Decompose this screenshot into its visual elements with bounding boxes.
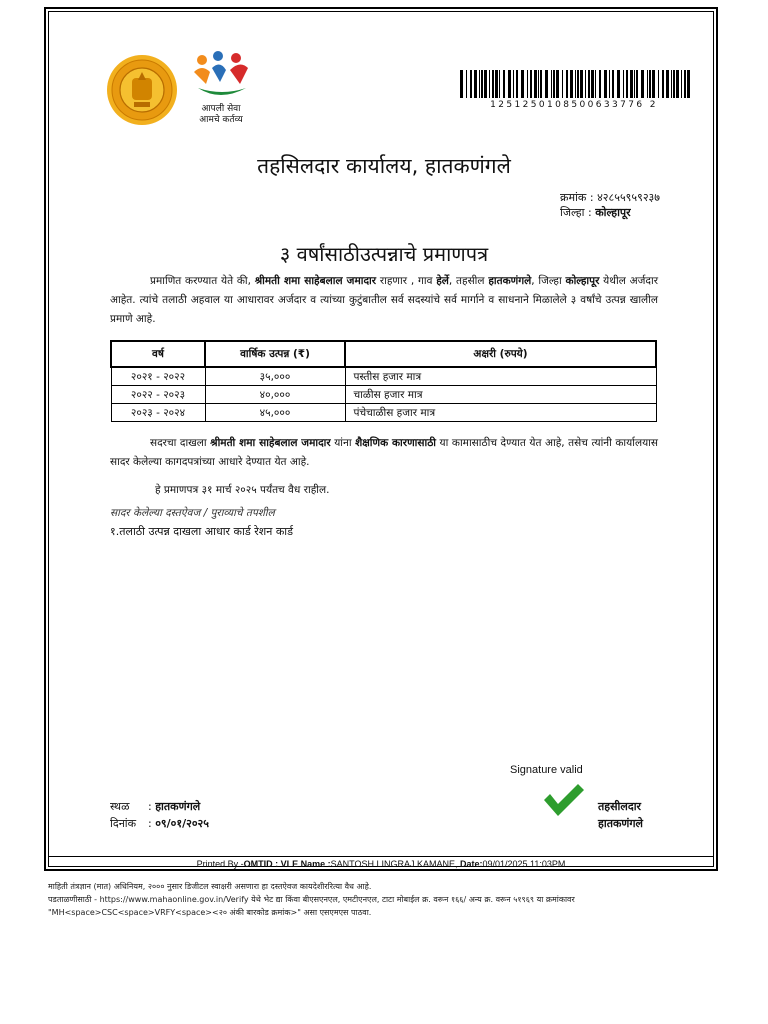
barcode-bar bbox=[673, 70, 675, 98]
date-label: दिनांक bbox=[110, 817, 137, 830]
barcode-bar bbox=[503, 70, 505, 98]
barcode-bar bbox=[636, 70, 638, 98]
place-date-block: स्थळ : हातकणंगले दिनांक : ०९/०१/२०२५ bbox=[110, 800, 209, 830]
village-name: हेर्ले bbox=[436, 275, 449, 287]
intro-text-1: प्रमाणित करण्यात येते की, bbox=[150, 275, 255, 287]
barcode-bar bbox=[540, 70, 542, 98]
barcode-bar bbox=[634, 70, 635, 98]
barcode-bar bbox=[527, 70, 528, 98]
barcode-bar bbox=[595, 70, 596, 98]
intro-text-2: राहणार , गाव bbox=[376, 275, 437, 287]
barcode-bar bbox=[562, 70, 563, 98]
applicant-name: श्रीमती शमा साहेबलाल जमादार bbox=[254, 275, 377, 287]
footer-line-3: "MH<space>CSC<space>VRFY<space><२० अंकी बारकोड क्रमांक>" असा एसएमएस पाठवा. bbox=[48, 908, 372, 917]
barcode-bar bbox=[484, 70, 487, 98]
designation: तहसीलदार bbox=[598, 800, 642, 813]
barcode-bar bbox=[681, 70, 682, 98]
table-row bbox=[111, 386, 656, 404]
income-cell: ३५,००० bbox=[205, 367, 345, 386]
barcode-bar bbox=[591, 70, 594, 98]
barcode-bar bbox=[671, 70, 672, 98]
signatory-office: हातकणंगले bbox=[598, 817, 644, 830]
words-cell: चाळीस हजार मात्र bbox=[345, 386, 656, 404]
documents-label: सादर केलेल्या दस्तऐवज / पुराव्याचे तपशील bbox=[110, 507, 275, 519]
barcode-bar bbox=[604, 70, 607, 98]
year-cell: २०२३ - २०२४ bbox=[111, 404, 205, 422]
table-row bbox=[111, 367, 656, 386]
signature-valid-text: Signature valid bbox=[510, 764, 583, 776]
barcode-bar bbox=[551, 70, 552, 98]
barcode-bar bbox=[470, 70, 472, 98]
header-income: वार्षिक उत्पन्न (₹) bbox=[205, 341, 345, 367]
certificate-title: ३ वर्षांसाठीउत्पन्नाचे प्रमाणपत्र bbox=[279, 242, 489, 266]
barcode-bar bbox=[630, 70, 633, 98]
barcode-bar bbox=[623, 70, 624, 98]
income-table bbox=[110, 340, 657, 422]
office-title: तहसिलदार कार्यालय, हातकणंगले bbox=[257, 154, 511, 178]
maharashtra-seal-icon bbox=[106, 54, 178, 126]
header-year: वर्ष bbox=[111, 341, 205, 367]
purpose-name: श्रीमती शमा साहेबलाल जमादार bbox=[210, 437, 331, 449]
barcode-bar bbox=[566, 70, 568, 98]
barcode-bar bbox=[580, 70, 583, 98]
purpose-text-3: या कामासाठीच देण्यात येत आहे, तसेच त्यांनी कार्यालयास सादर केलेल्या कागदपत्रांच्या आधारे देण्यात येत आहे. bbox=[110, 437, 658, 468]
printed-omtid: OMTID : VLE Name : bbox=[243, 859, 331, 869]
table-row bbox=[111, 404, 656, 422]
green-check-icon bbox=[540, 780, 586, 820]
purpose-text-1: सदरचा दाखला bbox=[150, 437, 211, 449]
income-cell: ४०,००० bbox=[205, 386, 345, 404]
year-cell: २०२२ - २०२३ bbox=[111, 386, 205, 404]
barcode-bar bbox=[553, 70, 555, 98]
aaple-sarkar-logo-icon bbox=[190, 48, 252, 130]
intro-text-4: , जिल्हा bbox=[531, 275, 566, 287]
footer-line-1: माहिती तंत्रज्ञान (मात) अधिनियम, २००० नुसार डिजीटल स्वाक्षरी असणारा हा दस्तऐवज कायदेशीररित्या वैध आहे. bbox=[48, 882, 372, 891]
taluka-name: हातकणंगले bbox=[488, 275, 532, 287]
income-cell: ४५,००० bbox=[205, 404, 345, 422]
reference-block bbox=[560, 190, 660, 220]
barcode-bar bbox=[609, 70, 610, 98]
barcode-bar bbox=[508, 70, 511, 98]
barcode-icon bbox=[458, 70, 690, 98]
barcode-bar bbox=[545, 70, 548, 98]
signatory-block bbox=[598, 798, 643, 832]
reg-value: ४२८५५९५९२३७ bbox=[597, 191, 660, 204]
barcode-bar bbox=[684, 70, 686, 98]
barcode-bar bbox=[489, 70, 490, 98]
barcode-bar bbox=[534, 70, 537, 98]
printed-prefix: Printed By - bbox=[196, 859, 244, 869]
purpose-reason: शैक्षणिक कारणासाठी bbox=[355, 437, 437, 449]
district-name: कोल्हापूर bbox=[565, 275, 600, 287]
barcode-bar bbox=[513, 70, 514, 98]
printed-date-label: Date: bbox=[457, 859, 483, 869]
barcode-bar bbox=[641, 70, 644, 98]
barcode-bar bbox=[556, 70, 559, 98]
tagline-2: आमचे कर्तव्य bbox=[199, 115, 243, 125]
place-label: स्थळ bbox=[110, 800, 130, 813]
barcode-bar bbox=[676, 70, 679, 98]
barcode-bar bbox=[460, 70, 463, 98]
barcode-bar bbox=[521, 70, 524, 98]
documents-list: १.तलाठी उत्पन्न दाखला आधार कार्ड रेशन कार्ड bbox=[110, 525, 293, 538]
barcode-bar bbox=[474, 70, 477, 98]
barcode-bar bbox=[516, 70, 518, 98]
validity-text: हे प्रमाणपत्र ३१ मार्च २०२५ पर्यंतच वैध राहील. bbox=[155, 484, 330, 496]
barcode-bar bbox=[687, 70, 690, 98]
barcode-bar bbox=[662, 70, 664, 98]
barcode-bar bbox=[495, 70, 498, 98]
printed-by-line bbox=[48, 856, 714, 869]
words-cell: पंचेचाळीस हजार मात्र bbox=[345, 404, 656, 422]
tagline-1: आपली सेवा bbox=[201, 104, 241, 114]
intro-text-5: येथील अर्जदार आहेत. त्यांचे तलाठी अहवाल या आधारावर अर्जदार व त्यांच्या कुटुंबातील सर्व सदस्यांचे सर्व मार्गाने व साधनाने मिळालेले ३ वर्षांचे उत्पन्न खालील प्रमाणे आहे. bbox=[110, 275, 658, 325]
purpose-text-2: यांना bbox=[330, 437, 356, 449]
purpose-paragraph bbox=[110, 434, 658, 472]
barcode-bar bbox=[649, 70, 651, 98]
barcode-bar bbox=[570, 70, 573, 98]
year-cell: २०२१ - २०२२ bbox=[111, 367, 205, 386]
intro-paragraph bbox=[110, 272, 658, 329]
barcode-bar bbox=[575, 70, 576, 98]
barcode-bar bbox=[658, 70, 659, 98]
barcode-bar bbox=[530, 70, 532, 98]
district-value: कोल्हापूर bbox=[595, 206, 631, 219]
printed-name: SANTOSH LINGRAJ KAMANE, bbox=[330, 859, 458, 869]
header-words: अक्षरी (रुपये) bbox=[345, 341, 656, 367]
barcode-bar bbox=[588, 70, 590, 98]
district-label: जिल्हा : bbox=[560, 206, 592, 219]
barcode-bar bbox=[652, 70, 655, 98]
barcode-bar bbox=[466, 70, 467, 98]
barcode-bar bbox=[499, 70, 500, 98]
place-value: हातकणंगले bbox=[155, 800, 201, 813]
barcode-bar bbox=[538, 70, 539, 98]
barcode-bar bbox=[577, 70, 579, 98]
intro-text-3: , तहसील bbox=[448, 275, 489, 287]
printed-date: 09/01/2025 11:03PM bbox=[482, 859, 566, 869]
barcode-bar bbox=[585, 70, 586, 98]
barcode-bar bbox=[612, 70, 614, 98]
reg-label: क्रमांक : bbox=[560, 191, 594, 204]
barcode-number: 1251250108500633776 2 bbox=[490, 100, 658, 110]
barcode-bar bbox=[626, 70, 628, 98]
date-value: ०९/०१/२०२५ bbox=[155, 817, 209, 830]
barcode-bar bbox=[481, 70, 483, 98]
footer-line-2: पडताळणीसाठी - https://www.mahaonline.gov.in/Verify येथे भेट द्या किंवा बीएसएनएल, एमटीएनएल, टाटा मोबाईल क्र. वरून १६६/ अन्य क्र. वरून ५१९६९ या क्रमांकावर bbox=[48, 895, 575, 904]
words-cell: पस्तीस हजार मात्र bbox=[345, 367, 656, 386]
barcode-bar bbox=[492, 70, 494, 98]
table-header-row bbox=[111, 341, 656, 367]
barcode-bar bbox=[617, 70, 620, 98]
barcode-bar bbox=[666, 70, 669, 98]
barcode-bar bbox=[599, 70, 601, 98]
barcode-bar bbox=[647, 70, 648, 98]
barcode-bar bbox=[479, 70, 480, 98]
